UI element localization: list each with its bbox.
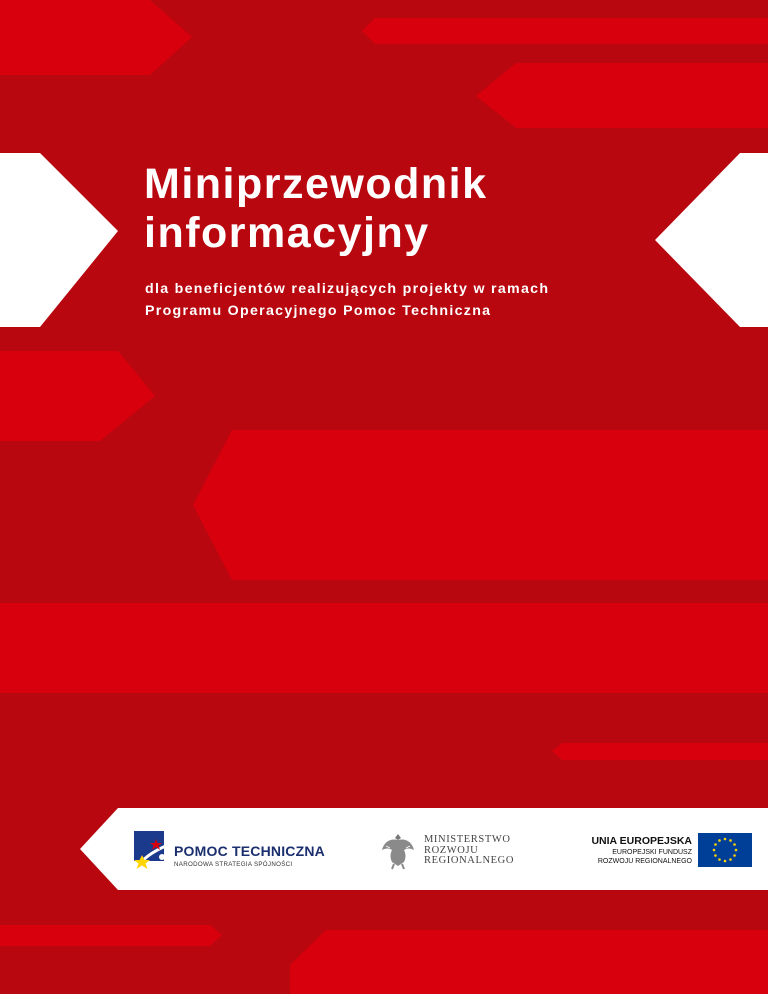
eu-star	[714, 854, 717, 857]
title-line-1: Miniprzewodnik	[144, 160, 488, 208]
cover-subtitle	[145, 278, 549, 322]
chevron-right-white	[655, 153, 768, 327]
arrow-band-upper-right	[476, 63, 768, 128]
arrow-band-mid-right	[193, 430, 768, 580]
chevron-left-white	[0, 153, 118, 327]
subtitle-line-1: dla beneficjentów realizujących projekty w ramach	[145, 281, 550, 297]
arrow-band-bottom-left	[0, 925, 222, 946]
eu-flag-icon	[698, 833, 752, 867]
eu-star	[735, 849, 738, 852]
ministerstwo-line-1: MINISTERSTWO	[424, 834, 511, 845]
unia-europejska-text	[591, 834, 692, 866]
eu-star	[714, 843, 717, 846]
eu-star	[733, 854, 736, 857]
eu-star	[718, 839, 721, 842]
thin-band-right	[552, 743, 768, 760]
fund-line-1: EUROPEJSKI FUNDUSZ	[612, 849, 692, 856]
arrow-band-top-right	[362, 18, 768, 44]
unia-europejska-logo	[588, 830, 758, 870]
pomoc-techniczna-name: POMOC TECHNICZNA	[174, 843, 325, 859]
eu-star	[724, 838, 727, 841]
eu-star	[729, 858, 732, 861]
unia-europejska-title: UNIA EUROPEJSKA	[591, 835, 692, 847]
arrow-band-bottom-right	[290, 930, 768, 994]
eu-star	[733, 843, 736, 846]
subtitle-line-2: Programu Operacyjnego Pomoc Techniczna	[145, 303, 492, 319]
eu-star	[718, 858, 721, 861]
ministerstwo-line-3: REGIONALNEGO	[424, 855, 515, 866]
cover-title	[144, 160, 488, 258]
fund-line-2: ROZWOJU REGIONALNEGO	[597, 858, 692, 865]
full-band-lower	[0, 603, 768, 693]
pomoc-techniczna-logo	[132, 825, 332, 875]
eu-star	[713, 849, 716, 852]
star-swoosh-icon	[132, 825, 172, 875]
arrow-band-mid-left	[0, 351, 155, 441]
arrow-band-top-left	[0, 0, 192, 75]
logo-strip	[80, 808, 768, 890]
pomoc-techniczna-tagline: NARODOWA STRATEGIA SPÓJNOŚCI	[174, 861, 293, 868]
ministerstwo-logo	[380, 828, 530, 872]
ministerstwo-line-2: ROZWOJU	[424, 844, 479, 856]
eu-star	[724, 860, 727, 863]
eu-star	[729, 839, 732, 842]
ministerstwo-name	[424, 835, 514, 867]
title-line-2: informacyjny	[144, 209, 430, 257]
polish-eagle-emblem-icon	[380, 830, 416, 870]
